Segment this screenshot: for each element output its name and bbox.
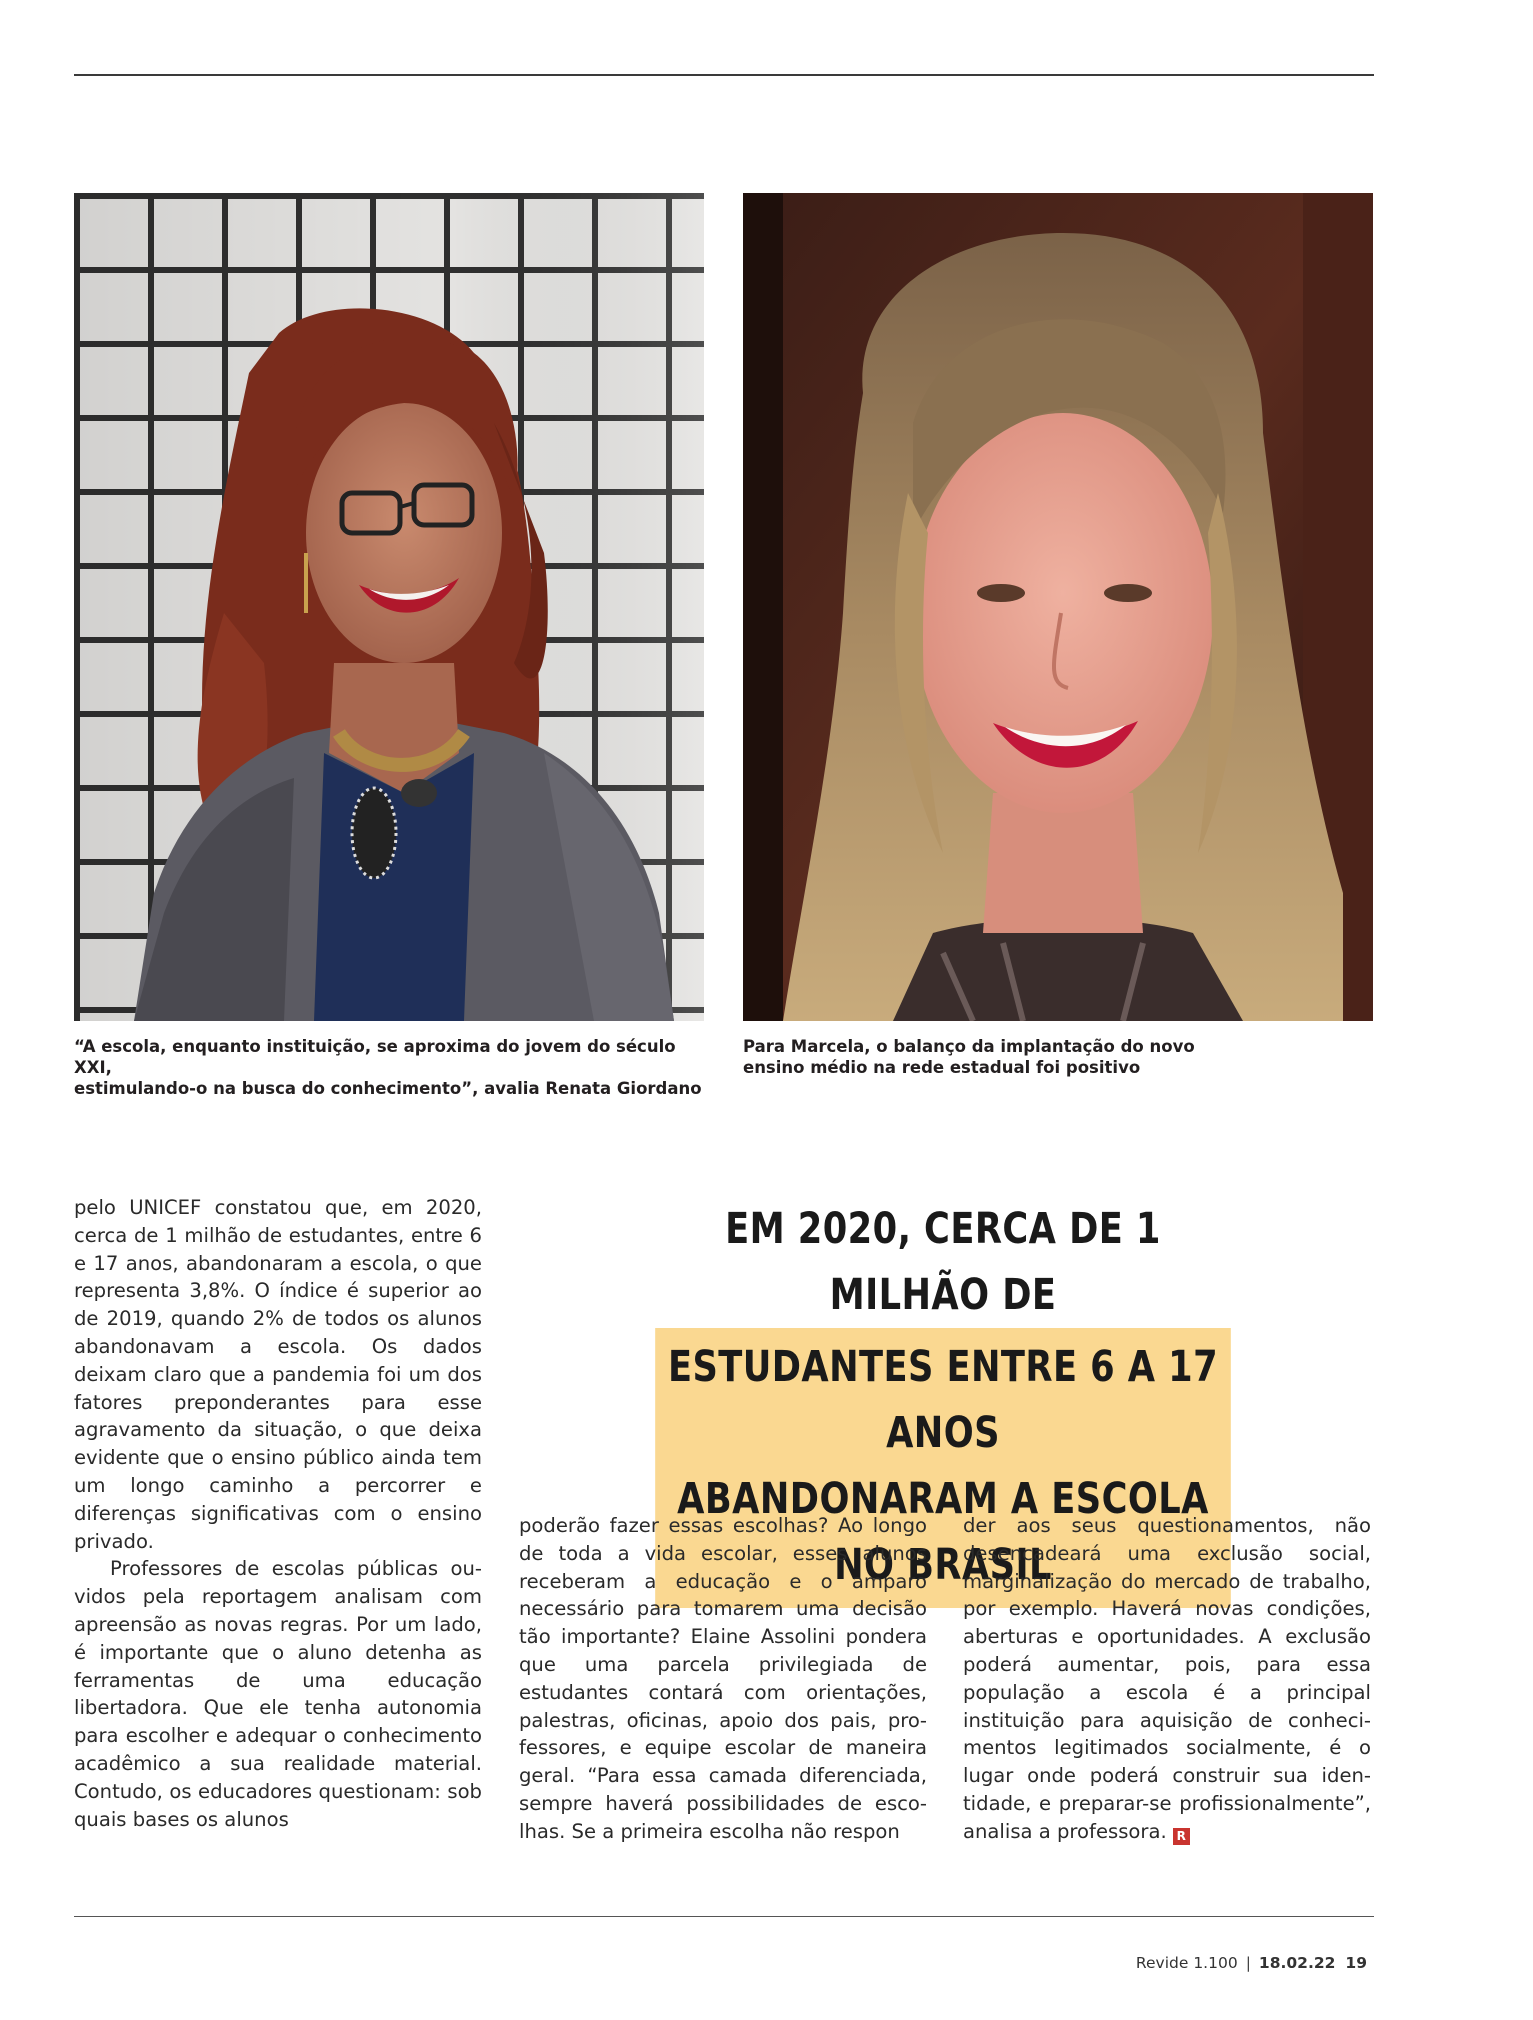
page-footer bbox=[1136, 1954, 1367, 1972]
article-paragraph: poderão fazer essas escolhas? Ao longo de toda a vida escolar, esses alunos receberam a educação e o amparo necessário para tomarem uma decisão tão importante? Elaine Assolini pondera que uma parcela privilegiada de estudantes contará com orientações, palestras, oficinas, apoio dos pais, professores, e equipe escolar de maneira geral. “Para essa camada diferenciada, sempre haverá possibilidades de escolhas. Se a primeira escolha não respon bbox=[519, 1514, 927, 1843]
bottom-rule bbox=[74, 1916, 1374, 1917]
caption-right-line2: ensino médio na rede estadual foi positivo bbox=[743, 1058, 1141, 1077]
photo-renata-giordano bbox=[74, 193, 704, 1021]
publication-issue: Revide 1.100 bbox=[1135, 1954, 1238, 1972]
photo-marcela bbox=[743, 193, 1373, 1021]
article-paragraph: Professores de escolas públicas ouvidos pela reportagem analisam com apreensão as novas regras. Por um lado, é importante que o aluno detenha as ferramentas de uma educação libertadora. Que ele tenha autonomia para escolher e adequar o conhecimento acadêmico a sua realidade material. Contudo, os educadores questionam: sob quais bases os alunos bbox=[74, 1557, 482, 1831]
footer-separator: | bbox=[1245, 1954, 1251, 1972]
article-paragraph-text: der aos seus questionamentos, não desencadeará uma exclusão social, marginalização do mercado de trabalho, por exemplo. Haverá novas condições, aberturas e oportunidades. A exclusão poderá aumentar, pois, para essa população a escola é a principal instituição para aquisição de conhecimentos legitimados socialmente, é o lugar onde poderá construir sua identidade, e preparar-se profissionalmente”, analisa a professora. bbox=[963, 1514, 1371, 1843]
pull-quote-line1: EM 2020, CERCA DE 1 MILHÃO DE bbox=[725, 1204, 1161, 1320]
pull-quote-line2: ESTUDANTES ENTRE 6 A 17 ANOS bbox=[655, 1328, 1231, 1466]
page-number: 19 bbox=[1345, 1954, 1367, 1972]
article-column-2 bbox=[519, 1512, 927, 1846]
photo-caption-right bbox=[743, 1036, 1373, 1078]
article-paragraph bbox=[963, 1512, 1371, 1846]
photo-caption-left bbox=[74, 1036, 704, 1099]
caption-left-line2: estimulando-o na busca do conhecimento”, avalia Renata Giordano bbox=[74, 1079, 702, 1098]
end-of-article-mark: R bbox=[1173, 1828, 1190, 1845]
caption-left-line1: “A escola, enquanto instituição, se aproxima do jovem do século XXI, bbox=[74, 1037, 676, 1077]
article-column-1 bbox=[74, 1194, 482, 1833]
pull-quote-line3: ABANDONARAM A ESCOLA NO BRASIL bbox=[655, 1466, 1231, 1608]
caption-right-line1: Para Marcela, o balanço da implantação do novo bbox=[743, 1037, 1195, 1056]
article-column-3 bbox=[963, 1512, 1371, 1846]
top-rule bbox=[74, 74, 1374, 76]
issue-date: 18.02.22 bbox=[1258, 1954, 1336, 1972]
article-paragraph: pelo UNICEF constatou que, em 2020, cerca de 1 milhão de estudantes, entre 6 e 17 anos, abandonaram a escola, o que representa 3,8%. O índice é superior ao de 2019, quando 2% de todos os alunos abandonavam a escola. Os dados deixam claro que a pandemia foi um dos fatores preponderantes para esse agravamento da situação, o que deixa evidente que o ensino público ainda tem um longo caminho a percorrer e diferenças significativas com o ensino privado. bbox=[74, 1196, 482, 1553]
